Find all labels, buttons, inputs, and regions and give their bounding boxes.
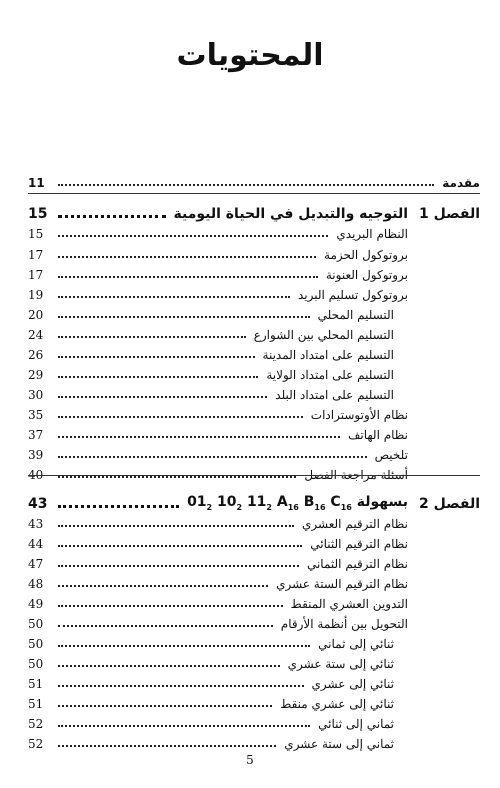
toc-entry-text: التسليم المحلي بين الشوارع	[253, 328, 394, 342]
leader-dots	[58, 565, 299, 567]
toc-entry-page: 44	[28, 537, 44, 551]
toc-row[interactable]	[28, 424, 480, 442]
toc-row[interactable]	[28, 733, 480, 751]
leader-dots	[58, 184, 434, 186]
divider-line	[28, 193, 480, 194]
toc-entry-text: بروتوكول الحزمة	[324, 248, 408, 262]
leader-dots	[58, 625, 273, 627]
toc-entry-page: 35	[28, 408, 44, 422]
chapter-label: الفصل 1	[418, 206, 480, 222]
toc-entry-text: نظام الترقيم العشري	[302, 517, 408, 531]
toc-row[interactable]	[28, 244, 480, 262]
toc-entry-text: النظام البريدي	[336, 227, 408, 241]
chapter-title: التوجيه والتبديل في الحياة اليومية	[173, 206, 408, 222]
toc-entry-page: 39	[28, 448, 44, 462]
toc-row[interactable]	[28, 533, 480, 551]
toc-entry-text: نظام الترقيم الستة عشري	[276, 577, 408, 591]
title-token: $A_{16}$	[276, 494, 299, 512]
toc-entry-page: 37	[28, 428, 44, 442]
leader-dots	[58, 505, 179, 508]
leader-dots	[58, 525, 294, 527]
toc-entry-page: 40	[28, 468, 44, 482]
toc-chapter-2[interactable]	[28, 494, 480, 512]
leader-dots	[58, 376, 258, 378]
toc-entry-page: 51	[28, 697, 44, 711]
toc-entry-page: 49	[28, 597, 44, 611]
leader-dots	[58, 545, 302, 547]
title-token: $10_2$	[217, 494, 243, 512]
toc-entry-page: 19	[28, 288, 44, 302]
toc-entry-text: ثنائي إلى ستة عشري	[287, 657, 394, 671]
toc-entry-text: ثماني إلى ثنائي	[318, 717, 394, 731]
leader-dots	[58, 215, 166, 218]
leader-dots	[58, 296, 290, 298]
leader-dots	[58, 745, 276, 747]
toc-entry-page: 43	[28, 517, 44, 531]
title-token: $C_{16}$	[330, 494, 352, 512]
leader-dots	[58, 605, 283, 607]
toc-entry-text: نظام الهاتف	[347, 428, 408, 442]
title-token: $11_2$	[246, 494, 272, 512]
page-number: 5	[246, 753, 254, 767]
toc-row[interactable]	[28, 384, 480, 402]
chapter-label: الفصل 2	[418, 496, 480, 512]
toc-entry-page: 48	[28, 577, 44, 591]
page-title: المحتويات	[176, 38, 324, 73]
leader-dots	[58, 316, 310, 318]
toc-entry-text: نظام الأوتوسترادات	[310, 408, 408, 422]
toc-entry-text: التسليم المحلي	[317, 308, 394, 322]
leader-dots	[58, 235, 328, 237]
toc-entry-text: مقدمة	[442, 176, 480, 190]
toc-chapter-1[interactable]	[28, 204, 480, 222]
leader-dots	[58, 396, 267, 398]
toc-row[interactable]	[28, 223, 480, 241]
toc-entry-page: 50	[28, 657, 44, 671]
toc-entry-text: بروتوكول تسليم البريد	[297, 288, 408, 302]
chapter-page: 43	[28, 496, 48, 512]
toc-entry-page: 11	[28, 176, 45, 190]
toc-entry-page: 17	[28, 268, 44, 282]
toc-row[interactable]	[28, 513, 480, 531]
leader-dots	[58, 356, 255, 358]
toc-row[interactable]	[28, 464, 480, 482]
toc-entry-text: ثنائي إلى ثماني	[318, 637, 394, 651]
toc-entry-text: ثماني إلى ستة عشري	[284, 737, 394, 751]
toc-row-intro[interactable]	[28, 172, 480, 190]
toc-row[interactable]	[28, 553, 480, 571]
leader-dots	[58, 665, 280, 667]
toc-entry-page: 26	[28, 348, 44, 362]
toc-row[interactable]	[28, 673, 480, 691]
leader-dots	[58, 336, 246, 338]
toc-entry-text: التحويل بين أنظمة الأرقام	[280, 617, 408, 631]
toc-entry-text: ثنائي إلى عشري منقط	[280, 697, 394, 711]
toc-row[interactable]	[28, 693, 480, 711]
toc-row[interactable]	[28, 713, 480, 731]
chapter-title-prefix: بسهولة	[356, 494, 408, 511]
chapter-title	[183, 494, 408, 512]
title-token: $01_2$	[187, 494, 213, 512]
toc-row[interactable]	[28, 284, 480, 302]
toc-entry-text: نظام الترقيم الثنائي	[310, 537, 408, 551]
leader-dots	[58, 436, 340, 438]
toc-entry-page: 24	[28, 328, 44, 342]
leader-dots	[58, 705, 272, 707]
toc-entry-text: التدوين العشري المنقط	[290, 597, 408, 611]
leader-dots	[58, 276, 318, 278]
toc-row[interactable]	[28, 653, 480, 671]
leader-dots	[58, 685, 304, 687]
toc-entry-page: 17	[28, 248, 44, 262]
leader-dots	[58, 456, 367, 458]
toc-row[interactable]	[28, 613, 480, 631]
leader-dots	[58, 256, 316, 258]
divider-line	[28, 475, 480, 476]
leader-dots	[58, 725, 310, 727]
chapter-page: 15	[28, 206, 48, 222]
toc-entry-text: نظام الترقيم الثماني	[306, 557, 408, 571]
toc-entry-text: أسئلة مراجعة الفصل	[304, 468, 408, 482]
toc-entry-page: 47	[28, 557, 44, 571]
leader-dots	[58, 645, 310, 647]
leader-dots	[58, 585, 268, 587]
toc-row[interactable]	[28, 264, 480, 282]
toc-entry-text: التسليم على امتداد البلد	[275, 388, 394, 402]
leader-dots	[58, 416, 303, 418]
toc-entry-page: 20	[28, 308, 44, 322]
toc-entry-text: تلخيص	[374, 448, 408, 462]
leader-dots	[58, 476, 296, 478]
toc-entry-page: 50	[28, 617, 44, 631]
toc-entry-page: 50	[28, 637, 44, 651]
toc-row[interactable]	[28, 593, 480, 611]
toc-entry-text: التسليم على امتداد المدينة	[262, 348, 394, 362]
toc-row[interactable]	[28, 304, 480, 322]
toc-row[interactable]	[28, 573, 480, 591]
toc-entry-text: ثنائي إلى عشري	[311, 677, 394, 691]
toc-entry-page: 15	[28, 227, 44, 241]
toc-row[interactable]	[28, 404, 480, 422]
toc-row[interactable]	[28, 633, 480, 651]
toc-entry-text: بروتوكول العنونة	[325, 268, 408, 282]
toc-row[interactable]	[28, 324, 480, 342]
toc-entry-page: 30	[28, 388, 44, 402]
toc-row[interactable]	[28, 364, 480, 382]
toc-entry-page: 52	[28, 737, 44, 751]
toc-entry-page: 51	[28, 677, 44, 691]
toc-entry-page: 29	[28, 368, 44, 382]
title-token: $B_{16}$	[303, 494, 326, 512]
toc-entry-page: 52	[28, 717, 44, 731]
toc-entry-text: التسليم على امتداد الولاية	[266, 368, 394, 382]
toc-row[interactable]	[28, 444, 480, 462]
toc-row[interactable]	[28, 344, 480, 362]
